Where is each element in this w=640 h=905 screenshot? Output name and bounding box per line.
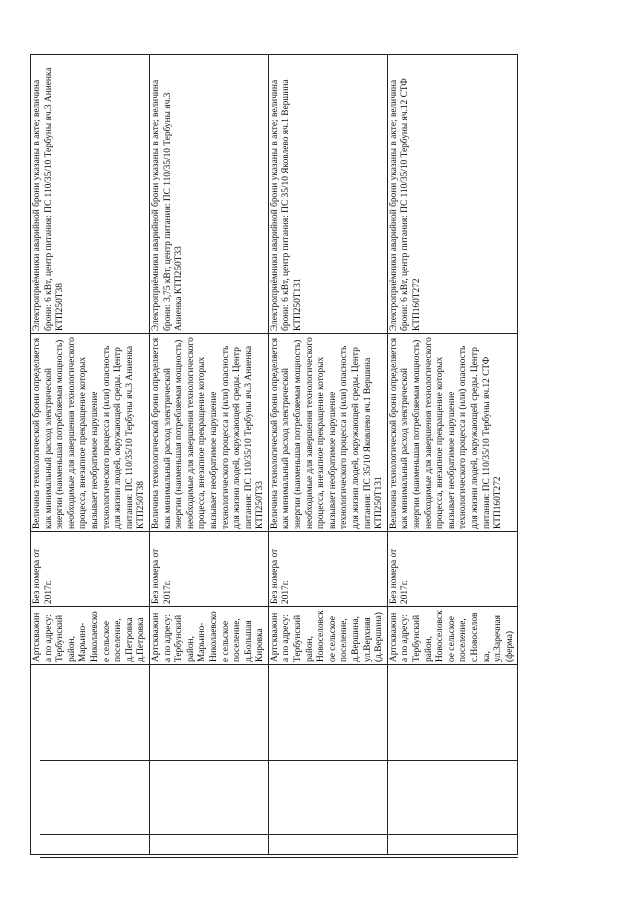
number-cell: Без номера от 2017г. bbox=[31, 532, 150, 607]
number-cell: Без номера от 2017г. bbox=[387, 532, 518, 607]
table-row bbox=[268, 55, 387, 855]
description-cell: Величина технологической брони определяется как минимальный расход электрической энергии (наименьшая потребляемая мощность) необходимые для завершения технологического процесса, внезапное прекращение которых вызывает необратимое нарушение технологического процесса и (или) опасность для жизни людей, окружающей среды. Центр питания: ПС 110/35/10 Тербуны яч.3 Аниенка КТП250Т38 bbox=[31, 334, 150, 532]
table-row bbox=[31, 55, 150, 855]
rotated-table-wrapper bbox=[30, 55, 516, 855]
table-row bbox=[387, 55, 518, 855]
number-cell: Без номера от 2017г. bbox=[149, 532, 268, 607]
address-cell: Артскважина по адресу: Тербунский район, Марьино-Николаевское сельское поселение, д.Петровка д.Петровка bbox=[31, 607, 150, 665]
number-cell: Без номера от 2017г. bbox=[268, 532, 387, 607]
description-cell: Величина технологической брони определяется как минимальный расход электрической энергии (наименьшая потребляемая мощность) необходимые для завершения технологического процесса, внезапное прекращение которых вызывает необратимое нарушение технологического процесса и (или) опасность для жизни людей, окружающей среды. Центр питания: ПС 110/35/10 Тербуны яч.3 Аниенка КТП250Т33 bbox=[149, 334, 268, 532]
rule-line bbox=[40, 857, 518, 858]
address-cell: Артскважина по адресу: Тербунский район, Новоселовское сельское поселение, с.Новоселовка, ул.Заречная (ферма) bbox=[387, 607, 518, 665]
empty-cell bbox=[149, 665, 268, 855]
empty-cell bbox=[387, 665, 518, 855]
address-cell: Артскважина по адресу: Тербунский район, Новоселовское сельское поселение, д.Вершина, ул.Верхняя (д.Вершина) bbox=[268, 607, 387, 665]
empty-cell bbox=[268, 665, 387, 855]
table-row bbox=[149, 55, 268, 855]
address-cell: Артскважина по адресу: Тербунский район, Марьино-Николаевское сельское поселение, д.Большая Кировка bbox=[149, 607, 268, 665]
empty-cell bbox=[31, 665, 150, 855]
description-cell: Величина технологической брони определяется как минимальный расход электрической энергии (наименьшая потребляемая мощность) необходимые для завершения технологического процесса, внезапное прекращение которых вызывает необратимое нарушение технологического процесса и (или) опасность для жизни людей, окружающей среды. Центр питания: ПС 110/35/10 Тербуны яч.12 СТФ КТП160Т272 bbox=[387, 334, 518, 532]
emergency-cell: Электроприёмники аварийной брони указаны в акте; величина брони: 3,75 кВт, центр питания: ПС 110/35/10 Тербуны яч.3 Аниенка КТП250Т33 bbox=[149, 55, 268, 334]
emergency-cell: Электроприёмники аварийной брони указаны в акте; величина брони: 6 кВт, центр питания: ПС 110/35/10 Тербуны яч.12 СТФ КТП160Т272 bbox=[387, 55, 518, 334]
emergency-cell: Электроприёмники аварийной брони указаны в акте; величина брони: 6 кВт, центр питания: ПС 110/35/10 Тербуны яч.3 Аниенка КТП250Т38 bbox=[31, 55, 150, 334]
reservation-table bbox=[30, 54, 518, 855]
emergency-cell: Электроприёмники аварийной брони указаны в акте; величина брони: 6 кВт, центр питания: ПС 35/10 Яковлево яч.1 Вершина КТП250Т131 bbox=[268, 55, 387, 334]
description-cell: Величина технологической брони определяется как минимальный расход электрической энергии (наименьшая потребляемая мощность) необходимые для завершения технологического процесса, внезапное прекращение которых вызывает необратимое нарушение технологического процесса и (или) опасность для жизни людей, окружающей среды. Центр питания: ПС 35/10 Яковлево яч.1 Вершина КТП250Т131 bbox=[268, 334, 387, 532]
